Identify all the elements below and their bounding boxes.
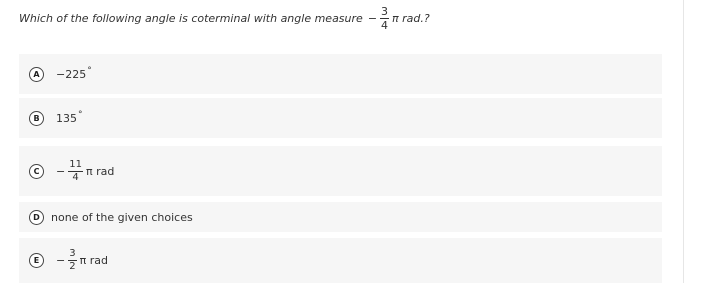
choice-a-badge[interactable]: A: [29, 67, 44, 82]
choice-b-badge[interactable]: B: [29, 111, 44, 126]
choice-e-denominator: 2: [69, 261, 76, 272]
choice-c-badge[interactable]: C: [29, 164, 44, 179]
choice-e-fraction: [68, 249, 76, 272]
question-fraction: [380, 6, 389, 31]
choice-e-unit: π rad: [79, 254, 108, 267]
choice-b[interactable]: [19, 98, 662, 138]
choice-e-badge[interactable]: E: [29, 253, 44, 268]
choice-d-label: none of the given choices: [51, 210, 193, 224]
choice-a-value: −225: [56, 67, 87, 81]
choice-c-denominator: 4: [72, 171, 79, 183]
choice-c-fraction: [68, 160, 83, 183]
choice-c[interactable]: [19, 146, 662, 196]
choice-e-numerator: 3: [69, 248, 76, 259]
choice-b-value: 135: [56, 111, 77, 125]
choice-d[interactable]: [19, 202, 662, 232]
choice-e-sign: −: [56, 254, 66, 267]
choice-c-sign: −: [56, 164, 66, 178]
question-unit: π rad.?: [392, 11, 430, 25]
choice-c-numerator: 11: [69, 158, 82, 170]
choice-c-unit: π rad: [85, 164, 115, 178]
question-numerator: 3: [381, 4, 389, 18]
choice-d-badge[interactable]: D: [29, 210, 44, 225]
question-sign: −: [367, 11, 378, 25]
choice-a-label: [56, 65, 92, 81]
right-divider: [683, 0, 684, 283]
choice-b-label: [56, 109, 83, 125]
choice-b-degree: °: [78, 109, 83, 120]
choice-a-degree: °: [87, 65, 92, 76]
question-denominator: 4: [381, 18, 389, 32]
choice-e[interactable]: [19, 238, 662, 283]
question-text: [19, 4, 430, 32]
choice-a[interactable]: [19, 54, 662, 94]
question-prompt: Which of the following angle is coterminal with angle measure: [19, 11, 363, 25]
